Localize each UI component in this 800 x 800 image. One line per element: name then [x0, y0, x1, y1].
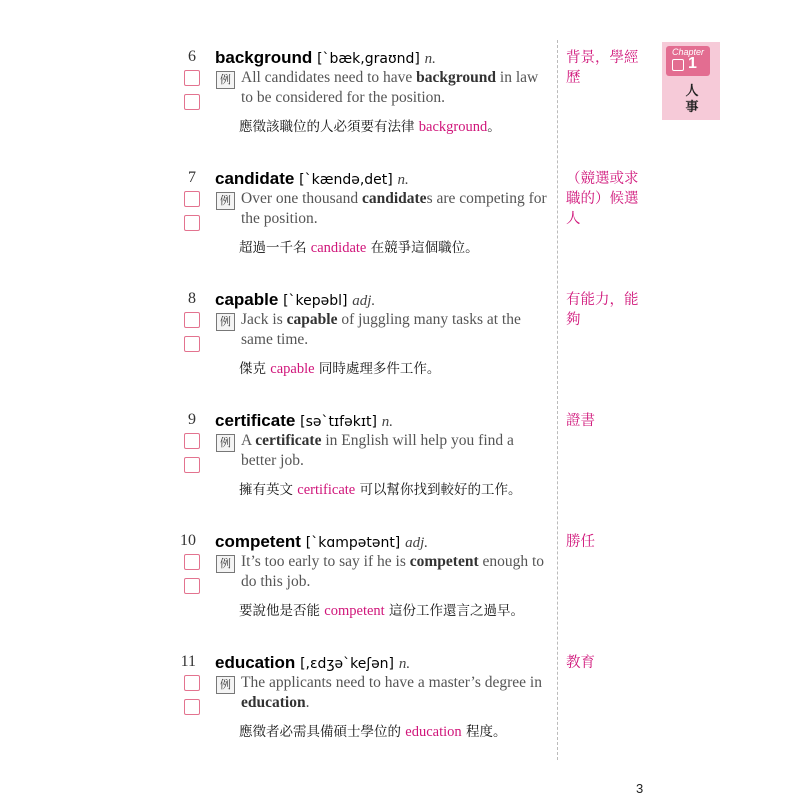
chapter-title: 人事 [685, 84, 699, 115]
part-of-speech: n. [381, 414, 394, 430]
headword: background [215, 48, 313, 67]
example-sentence: All candidates need to have background in law to be considered for the position. [241, 69, 539, 106]
review-checkbox[interactable] [184, 554, 200, 570]
review-checkbox[interactable] [184, 457, 200, 473]
review-checkbox[interactable] [184, 312, 200, 328]
part-of-speech: adj. [405, 535, 428, 551]
example-keyword: candidate [361, 190, 427, 207]
example-keyword: competent [409, 553, 479, 570]
pronunciation: [ˋkændə,det] [299, 172, 393, 188]
review-checkbox[interactable] [184, 699, 200, 715]
vocab-entry [0, 48, 800, 168]
pronunciation: [ˋbæk,graʊnd] [317, 51, 420, 67]
example-translation: 應徵者必需具備碩士學位的 education 程度。 [239, 724, 507, 740]
part-of-speech: n. [398, 656, 411, 672]
page-number: 3 [636, 781, 644, 796]
example-keyword: background [416, 69, 497, 86]
entry-meaning: 教育 [566, 655, 595, 671]
example-marker: 例 [216, 555, 235, 573]
vocab-entry [0, 532, 800, 652]
example-sentence: Jack is capable of juggling many tasks at the same time. [241, 311, 521, 348]
review-checkbox[interactable] [184, 215, 200, 231]
example-marker: 例 [216, 434, 235, 452]
part-of-speech: adj. [352, 293, 376, 309]
review-checkbox[interactable] [184, 70, 200, 86]
example-marker: 例 [216, 192, 235, 210]
review-checkbox[interactable] [184, 433, 200, 449]
review-checkbox[interactable] [184, 191, 200, 207]
translation-keyword: candidate [310, 240, 367, 256]
entry-number: 11 [180, 653, 196, 670]
example-marker: 例 [216, 313, 235, 331]
review-checkbox[interactable] [184, 336, 200, 352]
example-translation: 超過一千名 candidate 在競爭這個職位。 [239, 240, 479, 256]
vocab-entry [0, 653, 800, 773]
part-of-speech: n. [397, 172, 409, 188]
example-marker: 例 [216, 71, 235, 89]
vocab-entry [0, 290, 800, 410]
example-keyword: capable [286, 311, 338, 328]
entry-headword [215, 532, 428, 552]
example-sentence: It’s too early to say if he is competent enough to do this job. [241, 553, 545, 590]
entry-headword [215, 169, 409, 189]
headword: education [215, 653, 296, 672]
entry-headword [215, 653, 410, 673]
vocab-entry [0, 411, 800, 531]
entry-meaning: 勝任 [566, 534, 595, 550]
translation-keyword: competent [324, 603, 385, 619]
entry-number: 10 [180, 532, 196, 549]
example-marker: 例 [216, 676, 235, 694]
entry-meaning: 證書 [566, 413, 595, 429]
review-checkbox[interactable] [184, 94, 200, 110]
entry-headword [215, 48, 436, 68]
vocab-entry [0, 169, 800, 289]
example-translation: 擁有英文 certificate 可以幫你找到較好的工作。 [239, 482, 522, 498]
example-sentence: A certificate in English will help you find a better job. [241, 432, 514, 469]
headword: competent [215, 532, 301, 551]
headword: capable [215, 290, 279, 309]
translation-keyword: certificate [297, 482, 356, 498]
pronunciation: [ˋkepəbl] [283, 293, 348, 309]
example-sentence: The applicants need to have a master’s degree in education. [241, 674, 542, 711]
example-translation: 應徵該職位的人必須要有法律 background。 [239, 119, 501, 135]
headword: certificate [215, 411, 296, 430]
translation-keyword: education [405, 724, 462, 740]
example-keyword: education [241, 694, 306, 711]
review-checkbox[interactable] [184, 675, 200, 691]
chapter-label: Chapter [671, 47, 705, 57]
example-translation: 要說他是否能 competent 這份工作還言之過早。 [239, 603, 524, 619]
part-of-speech: n. [424, 51, 436, 67]
entry-number: 7 [188, 169, 196, 186]
entry-headword [215, 411, 393, 431]
pronunciation: [,ɛdʒəˋkeʃən] [300, 656, 395, 672]
entry-number: 9 [188, 411, 196, 428]
translation-keyword: background [418, 119, 488, 135]
example-keyword: certificate [255, 432, 322, 449]
entry-number: 8 [188, 290, 196, 307]
entry-number: 6 [188, 48, 196, 65]
entry-meaning: （競選或求職的）候選人 [566, 171, 639, 227]
review-checkbox[interactable] [184, 578, 200, 594]
entry-headword [215, 290, 375, 310]
entry-meaning: 有能力，能夠 [566, 292, 639, 328]
example-translation: 傑克 capable 同時處理多件工作。 [239, 361, 441, 377]
pronunciation: [səˋtɪfəkɪt] [300, 414, 377, 430]
entry-meaning: 背景，學經歷 [566, 50, 639, 86]
chapter-number: 1 [688, 55, 697, 72]
headword: candidate [215, 169, 295, 188]
example-sentence: Over one thousand candidates are competing for the position. [241, 190, 547, 227]
translation-keyword: capable [270, 361, 315, 377]
pronunciation: [ˋkɑmpətənt] [305, 535, 401, 551]
